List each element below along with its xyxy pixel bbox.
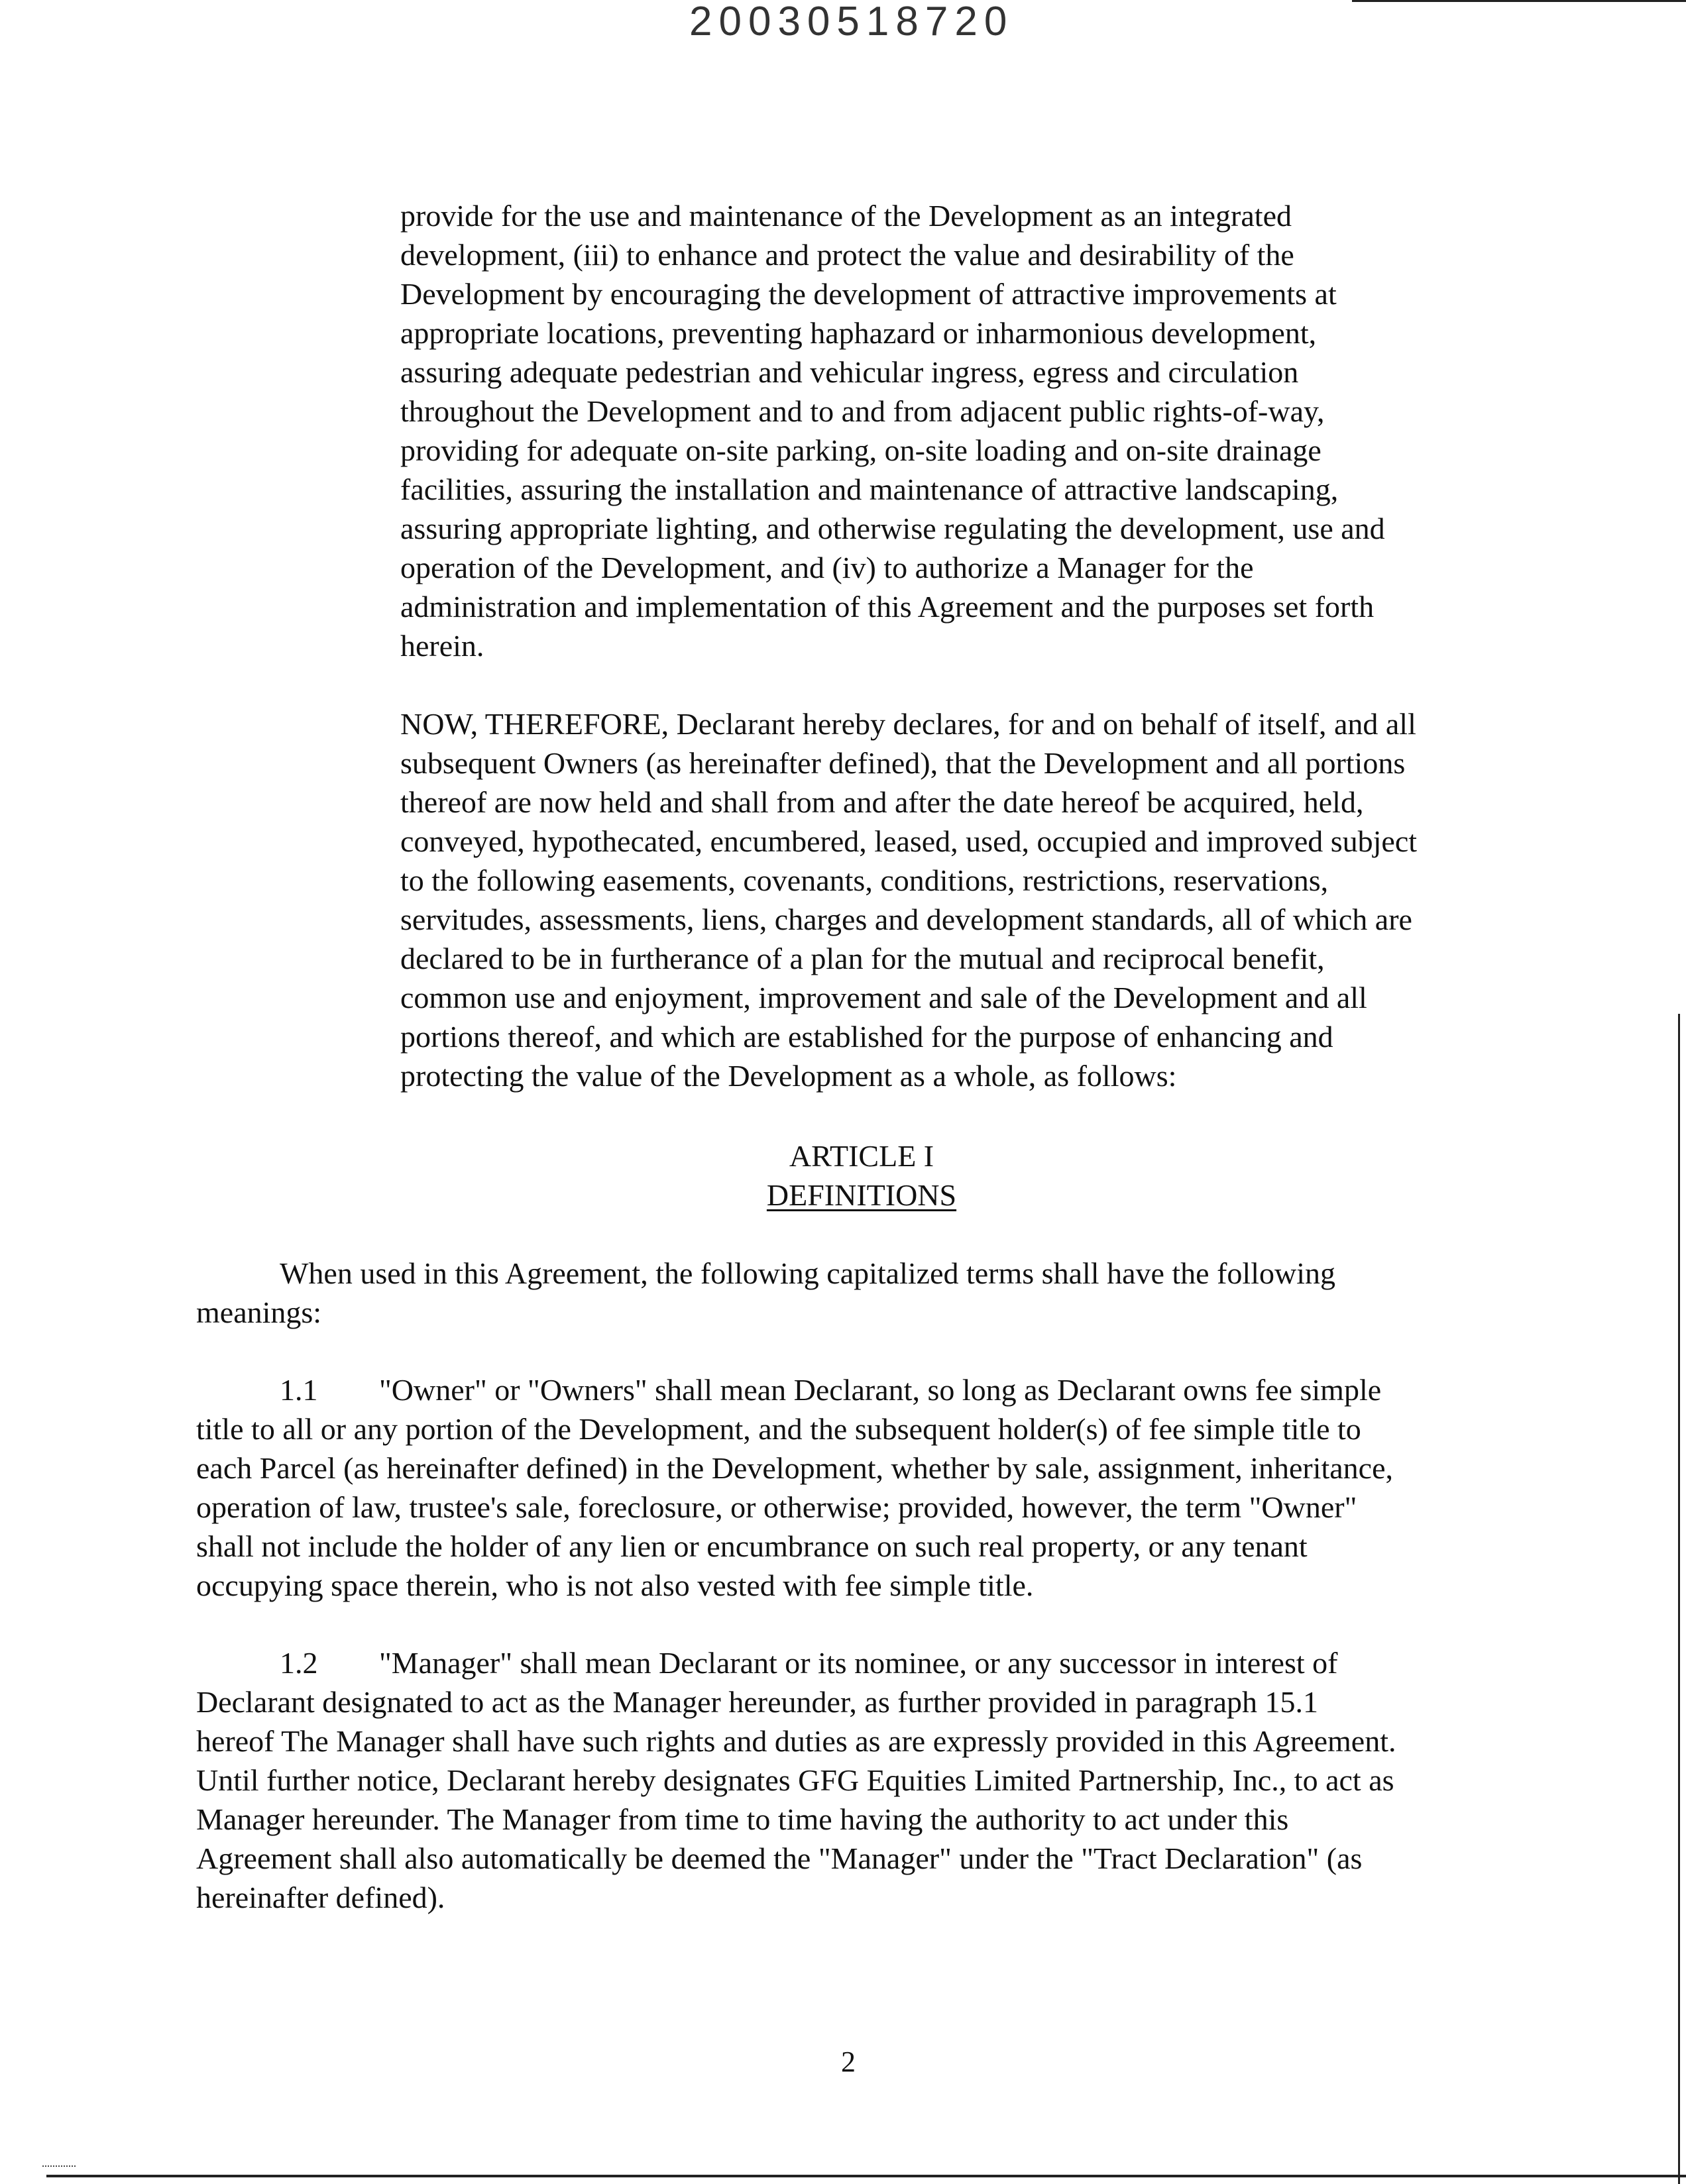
text-line: appropriate locations, preventing haphazard or inharmonious development,	[400, 316, 1317, 350]
article-heading	[689, 1136, 1034, 1215]
text-line: "Manager" shall mean Declarant or its nominee, or any successor in interest of	[379, 1646, 1338, 1680]
scan-mark	[42, 2165, 76, 2172]
text-line: operation of the Development, and (iv) to authorize a Manager for the	[400, 551, 1254, 584]
text-line: protecting the value of the Development as a whole, as follows:	[400, 1059, 1177, 1093]
section-1-1	[196, 1370, 1498, 1605]
text-line: subsequent Owners (as hereinafter defined), that the Development and all portions	[400, 746, 1406, 780]
text-line: administration and implementation of this Agreement and the purposes set forth	[400, 590, 1375, 624]
text-line: facilities, assuring the installation and maintenance of attractive landscaping,	[400, 472, 1339, 506]
text-line: hereof The Manager shall have such rights and duties as are expressly provided in this Agreement.	[196, 1724, 1396, 1758]
text-line: occupying space therein, who is not also vested with fee simple title.	[196, 1568, 1034, 1602]
text-line: declared to be in furtherance of a plan for the mutual and reciprocal benefit,	[400, 942, 1325, 975]
page-number: 2	[841, 2046, 856, 2078]
definitions-intro	[196, 1254, 1498, 1332]
section-1-2	[196, 1643, 1498, 1917]
text-line: assuring adequate pedestrian and vehicular ingress, egress and circulation	[400, 355, 1299, 389]
section-first-line	[196, 1643, 1498, 1682]
text-line: provide for the use and maintenance of the Development as an integrated	[400, 199, 1292, 233]
text-line: to the following easements, covenants, conditions, restrictions, reservations,	[400, 863, 1329, 897]
text-line: conveyed, hypothecated, encumbered, leased, used, occupied and improved subject	[400, 824, 1418, 858]
article-title: ARTICLE I	[789, 1139, 934, 1173]
text-line: each Parcel (as hereinafter defined) in the Development, whether by sale, assignment, inheritance,	[196, 1451, 1394, 1485]
text-line: "Owner" or "Owners" shall mean Declarant, so long as Declarant owns fee simple	[379, 1373, 1382, 1407]
text-line: meanings:	[196, 1295, 322, 1329]
article-subtitle: DEFINITIONS	[766, 1178, 957, 1212]
text-line: NOW, THEREFORE, Declarant hereby declares, for and on behalf of itself, and all	[400, 707, 1416, 741]
top-edge-rule	[1352, 0, 1686, 2]
text-line: shall not include the holder of any lien or encumbrance on such real property, or any tenant	[196, 1529, 1308, 1563]
text-line: hereinafter defined).	[196, 1881, 445, 1914]
purpose-paragraph	[400, 196, 1514, 665]
text-line: herein.	[400, 629, 484, 663]
text-line: portions thereof, and which are established for the purpose of enhancing and	[400, 1020, 1333, 1054]
text-line: throughout the Development and to and from adjacent public rights-of-way,	[400, 394, 1325, 428]
text-line: When used in this Agreement, the following capitalized terms shall have the following	[280, 1256, 1335, 1290]
text-line: servitudes, assessments, liens, charges and development standards, all of which are	[400, 902, 1412, 936]
document-number: 20030518720	[689, 0, 1014, 44]
bottom-edge-rule	[46, 2175, 1686, 2177]
declaration-paragraph	[400, 704, 1514, 1095]
section-number: 1.1	[280, 1373, 318, 1407]
text-line: Agreement shall also automatically be deemed the "Manager" under the "Tract Declaration" (as	[196, 1841, 1363, 1875]
text-line: common use and enjoyment, improvement and sale of the Development and all	[400, 981, 1367, 1014]
section-first-line	[196, 1370, 1498, 1409]
text-line: assuring appropriate lighting, and otherwise regulating the development, use and	[400, 512, 1385, 545]
text-line: operation of law, trustee's sale, foreclosure, or otherwise; provided, however, the term "Owner"	[196, 1490, 1357, 1524]
text-line: Manager hereunder. The Manager from time to time having the authority to act under this	[196, 1802, 1289, 1836]
text-line: providing for adequate on-site parking, on-site loading and on-site drainage	[400, 433, 1321, 467]
text-line: development, (iii) to enhance and protect the value and desirability of the	[400, 238, 1294, 272]
right-edge-rule	[1678, 1014, 1680, 2184]
text-line: Until further notice, Declarant hereby designates GFG Equities Limited Partnership, Inc., to act as	[196, 1763, 1394, 1797]
text-line: title to all or any portion of the Development, and the subsequent holder(s) of fee simple title to	[196, 1412, 1361, 1446]
text-line: Declarant designated to act as the Manager hereunder, as further provided in paragraph 15.1	[196, 1685, 1319, 1719]
section-number: 1.2	[280, 1646, 318, 1680]
text-line: thereof are now held and shall from and after the date hereof be acquired, held,	[400, 785, 1364, 819]
text-line: Development by encouraging the development of attractive improvements at	[400, 277, 1337, 311]
